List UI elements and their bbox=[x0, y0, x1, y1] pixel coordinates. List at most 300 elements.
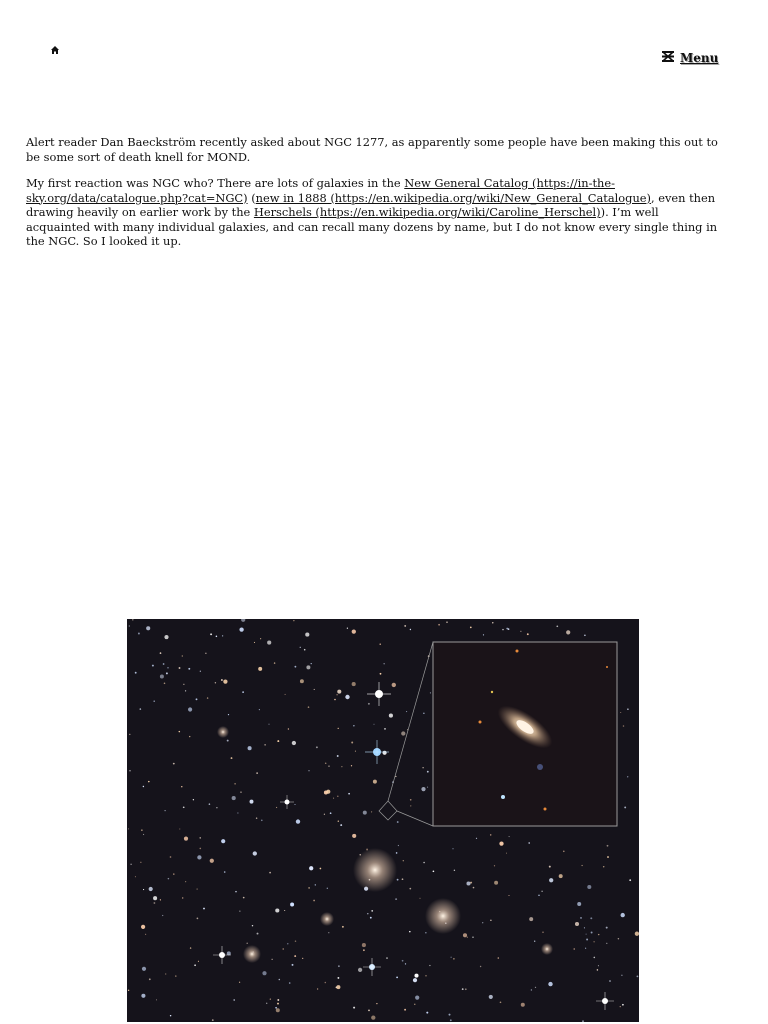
star bbox=[425, 932, 426, 933]
star bbox=[184, 837, 188, 841]
star bbox=[209, 803, 211, 805]
star bbox=[205, 653, 206, 654]
star bbox=[373, 724, 374, 725]
menu-button[interactable] bbox=[662, 50, 718, 66]
article-body bbox=[26, 135, 722, 261]
star bbox=[334, 699, 336, 701]
star bbox=[386, 957, 388, 959]
star bbox=[188, 668, 190, 670]
star bbox=[203, 908, 205, 910]
star bbox=[277, 999, 279, 1001]
star bbox=[328, 932, 329, 933]
star bbox=[132, 619, 134, 621]
star bbox=[306, 665, 310, 669]
star bbox=[276, 807, 277, 808]
inset-star bbox=[537, 764, 543, 770]
star bbox=[337, 795, 339, 797]
star bbox=[232, 796, 236, 800]
star bbox=[330, 812, 332, 814]
star bbox=[143, 889, 144, 890]
text-segment: , even then drawing heavily on earlier work by the bbox=[26, 190, 716, 219]
star bbox=[292, 741, 296, 745]
star bbox=[198, 961, 199, 962]
star bbox=[223, 679, 227, 683]
star bbox=[266, 1003, 267, 1004]
star bbox=[362, 943, 366, 947]
star bbox=[294, 955, 296, 957]
star bbox=[292, 964, 294, 966]
star bbox=[258, 667, 262, 671]
star bbox=[216, 636, 218, 638]
star bbox=[531, 989, 532, 990]
star bbox=[197, 855, 201, 859]
star bbox=[160, 899, 161, 900]
star bbox=[284, 910, 285, 911]
inset-zoom-panel bbox=[433, 642, 617, 826]
star bbox=[325, 982, 327, 984]
star bbox=[352, 682, 356, 686]
star bbox=[141, 829, 142, 830]
star bbox=[384, 728, 386, 730]
star bbox=[338, 821, 339, 822]
star bbox=[498, 957, 500, 959]
star bbox=[163, 663, 165, 665]
star bbox=[264, 744, 265, 745]
star bbox=[575, 922, 579, 926]
star bbox=[146, 626, 150, 630]
star bbox=[463, 933, 467, 937]
star bbox=[351, 765, 352, 766]
star bbox=[363, 949, 365, 951]
star bbox=[483, 634, 484, 635]
star bbox=[591, 932, 593, 934]
star bbox=[142, 967, 146, 971]
star bbox=[317, 988, 318, 989]
star bbox=[607, 845, 609, 847]
menu-icon bbox=[662, 51, 674, 65]
star bbox=[259, 709, 260, 710]
star bbox=[490, 834, 492, 836]
star bbox=[262, 971, 266, 975]
star bbox=[173, 873, 174, 874]
star bbox=[239, 911, 240, 912]
star bbox=[371, 1015, 375, 1019]
star bbox=[574, 948, 575, 949]
star bbox=[316, 746, 318, 748]
star bbox=[257, 933, 259, 935]
star bbox=[243, 897, 245, 899]
star bbox=[337, 977, 339, 979]
star bbox=[311, 663, 312, 664]
star bbox=[415, 996, 419, 1000]
star bbox=[389, 714, 393, 718]
star bbox=[597, 969, 599, 971]
menu-label: Menu bbox=[680, 51, 719, 65]
cluster-galaxy bbox=[541, 943, 553, 955]
star bbox=[261, 820, 263, 822]
star bbox=[410, 799, 412, 801]
star bbox=[305, 633, 309, 637]
star bbox=[405, 963, 406, 964]
star bbox=[508, 895, 509, 896]
star bbox=[465, 988, 467, 990]
star bbox=[500, 1001, 502, 1003]
star bbox=[140, 862, 141, 863]
link-herschels[interactable]: Herschels (https://en.wikipedia.org/wiki/Caroline_Herschel) bbox=[253, 205, 601, 219]
star bbox=[290, 903, 294, 907]
star bbox=[168, 878, 170, 880]
star bbox=[199, 848, 201, 850]
star bbox=[141, 925, 145, 929]
star bbox=[584, 927, 585, 928]
star bbox=[453, 958, 454, 959]
inset-star bbox=[516, 650, 519, 653]
star bbox=[210, 633, 212, 635]
paragraph-ngc bbox=[26, 176, 722, 249]
star bbox=[141, 994, 145, 998]
star bbox=[446, 622, 447, 623]
star bbox=[149, 887, 153, 891]
star bbox=[520, 631, 521, 632]
star bbox=[450, 1019, 452, 1021]
star bbox=[149, 978, 151, 980]
star bbox=[196, 698, 198, 700]
star bbox=[337, 690, 341, 694]
star bbox=[182, 897, 183, 898]
star bbox=[325, 763, 327, 765]
star bbox=[185, 881, 186, 882]
star bbox=[593, 941, 594, 942]
star bbox=[288, 728, 289, 729]
star bbox=[324, 814, 325, 815]
inset-star bbox=[501, 795, 505, 799]
star bbox=[396, 852, 398, 854]
star bbox=[272, 959, 273, 960]
star bbox=[368, 1010, 370, 1012]
star bbox=[353, 725, 354, 726]
star bbox=[189, 736, 190, 737]
star bbox=[587, 885, 591, 889]
star bbox=[371, 811, 372, 812]
star bbox=[129, 625, 130, 626]
star bbox=[438, 624, 440, 626]
star bbox=[521, 1003, 525, 1007]
star bbox=[300, 679, 304, 683]
star bbox=[606, 943, 607, 944]
star bbox=[618, 938, 619, 939]
star bbox=[370, 917, 372, 919]
star bbox=[340, 824, 342, 826]
star bbox=[603, 866, 604, 867]
star bbox=[336, 987, 338, 989]
star bbox=[182, 655, 183, 656]
star bbox=[135, 876, 136, 877]
star bbox=[128, 990, 129, 991]
star bbox=[403, 860, 404, 861]
star bbox=[421, 787, 425, 791]
star bbox=[367, 913, 368, 914]
star bbox=[194, 964, 196, 966]
star bbox=[598, 934, 599, 935]
star bbox=[627, 776, 628, 777]
star bbox=[509, 836, 510, 837]
star bbox=[607, 856, 609, 858]
star bbox=[129, 734, 130, 735]
star bbox=[164, 810, 165, 811]
star bbox=[337, 755, 339, 757]
star bbox=[427, 787, 428, 788]
star bbox=[179, 828, 180, 829]
star bbox=[353, 1007, 355, 1009]
star bbox=[373, 780, 377, 784]
star bbox=[221, 679, 223, 681]
star bbox=[585, 948, 586, 949]
star bbox=[397, 821, 399, 823]
star bbox=[577, 902, 581, 906]
link-new-in-1888[interactable]: new in 1888 (https://en.wikipedia.org/wiki/New_General_Catalogue) bbox=[255, 190, 651, 205]
star bbox=[398, 845, 399, 846]
star bbox=[581, 865, 582, 866]
star bbox=[404, 625, 406, 627]
star bbox=[302, 958, 303, 959]
star bbox=[624, 806, 626, 808]
cluster-galaxy bbox=[425, 898, 461, 934]
star bbox=[368, 703, 370, 705]
star bbox=[534, 941, 535, 942]
star bbox=[170, 856, 172, 858]
star bbox=[559, 874, 563, 878]
star bbox=[270, 999, 271, 1000]
home-link[interactable] bbox=[50, 40, 62, 52]
star bbox=[549, 878, 553, 882]
star bbox=[476, 838, 477, 839]
star bbox=[242, 691, 244, 693]
star bbox=[392, 683, 396, 687]
star bbox=[348, 793, 350, 795]
star bbox=[287, 943, 288, 944]
cluster-galaxy bbox=[320, 912, 334, 926]
paragraph-intro: Alert reader Dan Baeckström recently asked about NGC 1277, as apparently some people have been making this out to be some sort of death knell for MOND. bbox=[26, 135, 718, 164]
star bbox=[153, 902, 155, 904]
star bbox=[338, 965, 340, 967]
star bbox=[313, 900, 315, 902]
link-new-general-catalog[interactable]: New General Catalog (https://in-the-sky.org/data/catalogue.php?cat=NGC) bbox=[26, 176, 615, 205]
star bbox=[620, 712, 621, 713]
star bbox=[326, 790, 330, 794]
star bbox=[294, 666, 296, 668]
star bbox=[170, 1015, 171, 1016]
star bbox=[285, 694, 286, 695]
star bbox=[410, 629, 411, 630]
star bbox=[473, 887, 475, 889]
star bbox=[296, 819, 300, 823]
star bbox=[253, 851, 257, 855]
star bbox=[128, 828, 129, 829]
inset-star bbox=[606, 666, 608, 668]
star bbox=[156, 999, 157, 1000]
star bbox=[252, 925, 253, 926]
star bbox=[401, 731, 405, 735]
star bbox=[396, 976, 398, 978]
star bbox=[620, 1006, 621, 1007]
star bbox=[376, 1003, 377, 1004]
inset-star bbox=[479, 721, 482, 724]
star bbox=[345, 695, 349, 699]
star bbox=[584, 634, 586, 636]
star bbox=[363, 811, 367, 815]
star bbox=[193, 799, 194, 800]
star bbox=[227, 740, 229, 742]
star bbox=[623, 725, 625, 727]
star bbox=[413, 978, 417, 982]
star bbox=[541, 891, 542, 892]
star bbox=[384, 663, 385, 664]
star bbox=[341, 766, 342, 767]
star bbox=[269, 872, 271, 874]
star bbox=[183, 806, 185, 808]
star bbox=[542, 932, 543, 933]
galaxy-cluster-image bbox=[127, 619, 639, 1022]
star bbox=[183, 684, 184, 685]
star bbox=[489, 995, 493, 999]
star bbox=[235, 891, 237, 893]
star bbox=[308, 770, 309, 771]
star bbox=[426, 1012, 428, 1014]
star bbox=[419, 898, 420, 899]
star bbox=[135, 672, 137, 674]
star bbox=[308, 887, 310, 889]
star bbox=[451, 957, 452, 958]
star bbox=[153, 700, 154, 701]
star bbox=[277, 1003, 279, 1005]
star bbox=[138, 633, 140, 635]
star bbox=[234, 783, 236, 785]
star bbox=[162, 915, 163, 916]
star bbox=[200, 671, 201, 672]
star bbox=[165, 973, 166, 974]
star bbox=[228, 714, 229, 715]
star bbox=[427, 771, 429, 773]
star bbox=[333, 798, 334, 799]
star bbox=[256, 772, 257, 773]
star bbox=[593, 957, 595, 959]
star bbox=[406, 711, 407, 712]
star bbox=[395, 898, 397, 900]
star bbox=[148, 781, 149, 782]
star bbox=[414, 974, 418, 978]
star bbox=[164, 683, 166, 685]
star bbox=[502, 629, 503, 630]
star bbox=[371, 910, 373, 912]
star bbox=[248, 746, 252, 750]
star bbox=[308, 706, 310, 708]
star bbox=[380, 644, 381, 645]
star bbox=[231, 757, 233, 759]
star bbox=[276, 1008, 280, 1012]
star bbox=[621, 975, 622, 976]
star bbox=[224, 871, 226, 873]
star bbox=[395, 776, 396, 777]
star bbox=[166, 672, 168, 674]
star bbox=[352, 834, 356, 838]
star bbox=[549, 866, 551, 868]
star bbox=[233, 999, 235, 1001]
star bbox=[423, 862, 425, 864]
star bbox=[621, 913, 625, 917]
star bbox=[129, 770, 130, 771]
star bbox=[200, 837, 201, 838]
star bbox=[383, 751, 387, 755]
star bbox=[586, 934, 587, 935]
star bbox=[606, 927, 608, 929]
star bbox=[563, 851, 565, 853]
star bbox=[527, 633, 529, 635]
cluster-galaxy bbox=[243, 945, 261, 963]
star bbox=[499, 841, 503, 845]
star bbox=[160, 652, 162, 654]
star bbox=[528, 842, 530, 844]
star bbox=[215, 682, 216, 683]
star bbox=[167, 667, 169, 669]
star bbox=[548, 982, 552, 986]
star bbox=[173, 763, 175, 765]
star bbox=[145, 934, 146, 935]
star bbox=[397, 879, 399, 881]
text-segment: ( bbox=[247, 190, 256, 205]
star bbox=[466, 881, 470, 885]
star bbox=[277, 740, 279, 742]
star bbox=[430, 692, 431, 693]
star bbox=[433, 870, 435, 872]
star bbox=[190, 947, 191, 948]
inset-star bbox=[544, 808, 547, 811]
star bbox=[240, 791, 241, 792]
star bbox=[409, 931, 411, 933]
star bbox=[279, 979, 281, 981]
star bbox=[355, 751, 356, 752]
star bbox=[358, 968, 362, 972]
star bbox=[414, 1004, 415, 1005]
star bbox=[216, 807, 217, 808]
star bbox=[586, 939, 588, 941]
star bbox=[300, 647, 301, 648]
star bbox=[160, 675, 164, 679]
star bbox=[239, 982, 240, 983]
star bbox=[327, 888, 328, 889]
star bbox=[260, 638, 261, 639]
star bbox=[410, 805, 411, 806]
star bbox=[267, 641, 271, 645]
text-segment: My first reaction was NGC who? There are lots of galaxies in the bbox=[26, 176, 405, 190]
star bbox=[185, 690, 186, 691]
starfield bbox=[127, 619, 639, 1022]
star bbox=[556, 625, 558, 627]
star bbox=[309, 866, 313, 870]
star bbox=[566, 630, 570, 634]
star bbox=[256, 817, 257, 818]
star bbox=[380, 673, 382, 675]
star bbox=[268, 724, 269, 725]
star bbox=[188, 707, 192, 711]
star bbox=[627, 708, 629, 710]
star bbox=[153, 896, 157, 900]
home-icon bbox=[50, 45, 60, 55]
star bbox=[283, 948, 284, 949]
star bbox=[506, 853, 507, 854]
star bbox=[429, 965, 430, 966]
star bbox=[637, 976, 639, 978]
star bbox=[207, 697, 208, 698]
